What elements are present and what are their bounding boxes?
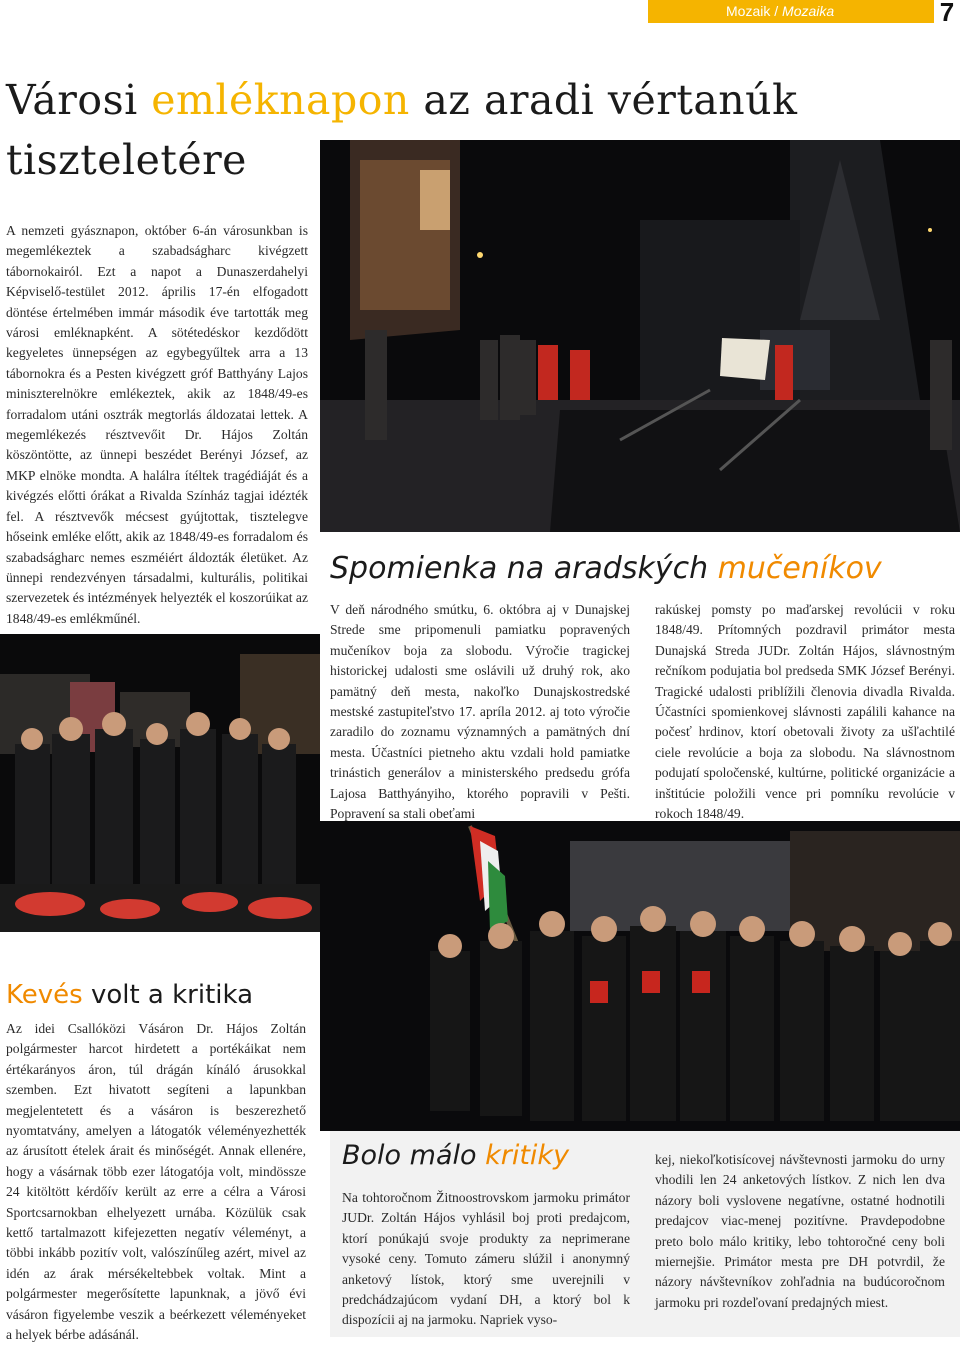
article1-headline-highlight: emléknapon	[151, 76, 410, 124]
article1-headline-part1: Városi	[6, 76, 152, 124]
article3-headline-highlight: Kevés	[6, 980, 83, 1010]
article2-headline	[330, 551, 882, 586]
article3-headline-rest: volt a kritika	[82, 980, 254, 1010]
article2-column2: rakúskej pomsty po maďarskej revolúcii v roku 1848/49. Prítomných pozdravil primátor mesta Dunajská Streda JUDr. Zoltán Hájos, slávnostným rečníkom podujatia bol predseda SMK József Berényi. Tragické udalosti priblížili členovia divadla Rivalda. Účastníci spomienkovej slávnosti zapálili kahance na počesť hrdinov, ktorí obetovali životy za ušľachtilé ciele revolúcie a boja za slobodu. Na slávnostnom podujatí spoločenské, kultúrne, politické organizácie a inštitúcie položili vence pri pomníku revolúcie v rokoch 1848/49.	[655, 602, 955, 822]
article1-headline-line2: tiszteletére	[6, 136, 247, 184]
article2-headline-highlight: mučeníkov	[717, 551, 882, 586]
article4-headline	[342, 1140, 569, 1171]
article4-column1: Na tohtoročnom Žitnoostrovskom jarmoku primátor JUDr. Zoltán Hájos vyhlásil boj proti predajcom, ktorí ponúkajú svoje produkty za neprimerane vysoké ceny. Tomuto zámeru slúžil i anonymný anketový lístok, ktorý sme uverejnili v predchádzajúcom vydaní DH, a ktorý bol k dispozícii aj na jarmoku. Napriek vyso-	[342, 1190, 630, 1328]
crowd-wreaths-illustration	[0, 634, 320, 932]
article4-headline-main: Bolo málo	[342, 1140, 486, 1171]
section-separator: /	[770, 3, 783, 19]
page-number: 7	[939, 0, 955, 27]
article3-body: Az idei Csallóközi Vásáron Dr. Hájos Zoltán polgármester harcot hirdetett a portékáikat nem értékarányos áron, túl drágán kínáló árusokkal szemben. Ezt hivatott segíteni a lapunkban megjelentetett és a vásáron is beszerezhető nyomtatvány, amelyen a látogatók véleményezhették az árusított ételek árait és minőségét. Annak ellenére, hogy a vásárnak több ezer látogatója volt, mindössze 24 kitöltött kérdőív került az erre a célra a Városi Sportcsarnokban elhelyezett urnába. Közülük csak kettő tartalmazott kifejezetten negatív véleményt, a többi inkább pozitív volt, valószínűleg azért, mivel az idén az árak mérsékeltebbek voltak. Mint a polgármester megerősítette lapunknak, a jövő évi vásáron figyelembe veszik a beérkezett véleményeket a helyek bérbe adásánál.	[6, 1021, 306, 1343]
section-label-hu: Mozaik	[726, 3, 771, 19]
memorial-ceremony-illustration	[320, 140, 960, 532]
section-label-sk: Mozaika	[782, 3, 835, 19]
article3-headline	[6, 980, 253, 1010]
photo-memorial-ceremony	[320, 140, 960, 532]
section-rubric	[648, 0, 934, 23]
article1-body: A nemzeti gyásznapon, október 6-án városunkban is megemlékeztek a szabadságharc kivégzett tábornokairól. Ezt a napot a Dunaszerdahelyi Képviselő-testület 2012. április 17-én elfogadott döntése értelmében immár második éve tartották meg városi emléknapként. A sötétedéskor kezdődött kegyeletes ünnepségen az egybegyűltek arra a 13 tábornokra és a Pesten kivégzett gróf Batthyány Lajos miniszterelnökre emlékeztek, akik az 1848/49-es forradalom utáni osztrák megtorlás áldozatai lettek. A megemlékezés résztvevőit Dr. Hájos Zoltán köszöntötte, az ünnepi beszédet Berényi József, az MKP elnöke mondta. A halálra ítéltek tragédiáját és a kivégzés előtti órákat a Rivalda Színház tagjai idézték fel. A résztvevők mécsest gyújtottak, tisztelegve hőseink emléke előtt, akik az 1848/49-es forradalom és szabadságharc nemes eszméiért áldozták életüket. Az ünnepi rendezvényen társadalmi, kulturális, politikai szervezetek és intézmények helyezték el koszorúikat az 1848/49-es emlékműnél.	[6, 223, 308, 626]
article4-column2: kej, niekoľkotisícovej návštevnosti jarmoku do urny vhodili len 24 anketových lístkov. Z nich len dva názory boli vyslovene negatívne, ostatné hodnotili predajcov viac-menej pozitívne. Pravdepodobne preto bolo málo kritiky, lebo tohtoročné ceny boli miernejšie. Primátor mesta pre DH potvrdil, že názory návštevníkov zohľadnia na budúcoročnom jarmoku pri rozdeľovaní predajných miest.	[655, 1152, 945, 1310]
group-with-flag-illustration	[320, 821, 960, 1131]
photo-crowd-wreaths	[0, 634, 320, 932]
article2-column1: V deň národného smútku, 6. októbra aj v Dunajskej Strede sme pripomenuli pamiatku popravených mučeníkov boja za slobodu. Výročie tragickej historickej udalosti sme oslávili už druhý rok, ako pamätný deň mesta, nakoľko Dunajskostredské mestské zastupiteľstvo 17. apríla 2012. aj toto výročie zaradilo do zoznamu významných a pamätných dní mesta. Účastníci pietneho aktu vzdali hold pamiatke trinástich generálov a ministerského predsedu grófa Lajosa Batthyányiho, ktorého popravili v Pešti. Popravení sa stali obeťami	[330, 602, 630, 822]
article2-headline-main: Spomienka na aradských	[330, 551, 718, 586]
photo-group-with-flag	[320, 821, 960, 1131]
article4-headline-highlight: kritiky	[485, 1140, 570, 1171]
article1-headline-part2: az aradi vértanúk	[409, 76, 798, 124]
